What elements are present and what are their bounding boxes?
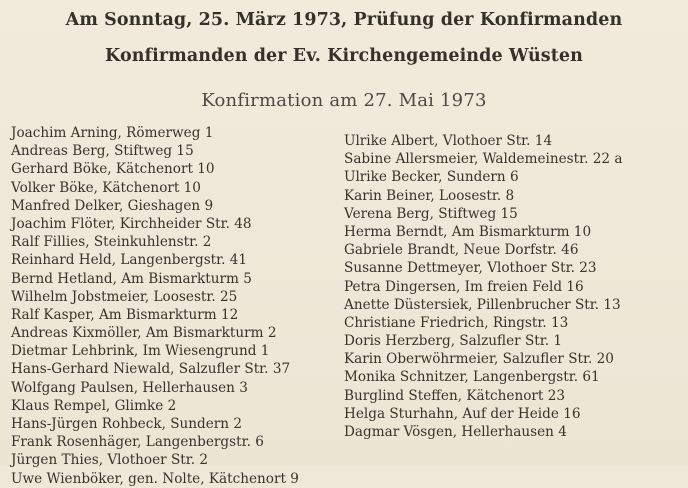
list-item: Ulrike Albert, Vlothoer Str. 14	[344, 133, 553, 149]
list-item: Monika Schnitzer, Langenbergstr. 61	[344, 369, 600, 386]
list-item: Christiane Friedrich, Ringstr. 13	[344, 314, 569, 331]
list-item: Joachim Arning, Römerweg 1	[11, 125, 214, 141]
list-item: Manfred Delker, Gieshagen 9	[11, 197, 214, 214]
list-item: Doris Herzberg, Salzufler Str. 1	[344, 333, 563, 350]
list-item: Wolfgang Paulsen, Hellerhausen 3	[11, 379, 248, 396]
confirmation-date-heading: Konfirmation am 27. Mai 1973	[201, 90, 487, 111]
list-item: Frank Rosenhäger, Langenbergstr. 6	[11, 434, 264, 451]
list-item: Reinhard Held, Langenbergstr. 41	[11, 252, 248, 269]
document-subtitle-congregation: Konfirmanden der Ev. Kirchengemeinde Wüsten	[105, 46, 583, 66]
list-item: Ralf Kasper, Am Bismarkturm 12	[11, 306, 239, 323]
list-item: Jürgen Thies, Vlothoer Str. 2	[11, 452, 209, 469]
list-item: Ulrike Becker, Sundern 6	[344, 169, 519, 186]
list-item: Bernd Hetland, Am Bismarkturm 5	[11, 270, 252, 287]
list-item: Verena Berg, Stiftweg 15	[344, 205, 518, 222]
list-item: Gabriele Brandt, Neue Dorfstr. 46	[344, 242, 579, 259]
list-item: Hans-Gerhard Niewald, Salzufler Str. 37	[11, 361, 291, 378]
list-item: Dagmar Vösgen, Hellerhausen 4	[344, 424, 567, 440]
list-item: Gerhard Böke, Kätchenort 10	[11, 161, 215, 178]
list-item: Anette Düstersiek, Pillenbrucher Str. 13	[344, 296, 621, 313]
list-item: Herma Berndt, Am Bismarkturm 10	[344, 223, 592, 240]
list-item: Petra Dingersen, Im freien Feld 16	[344, 278, 584, 295]
list-item: Susanne Dettmeyer, Vlothoer Str. 23	[344, 260, 597, 277]
list-item: Joachim Flöter, Kirchheider Str. 48	[11, 215, 252, 232]
list-item: Ralf Fillies, Steinkuhlenstr. 2	[11, 234, 212, 251]
confirmand-list-right	[344, 132, 622, 441]
list-item: Wilhelm Jobstmeier, Loosestr. 25	[11, 288, 238, 305]
list-item: Karin Oberwöhrmeier, Salzufler Str. 20	[344, 351, 614, 368]
list-item: Dietmar Lehbrink, Im Wiesengrund 1	[11, 343, 270, 360]
list-item: Hans-Jürgen Rohbeck, Sundern 2	[11, 416, 243, 432]
list-item: Volker Böke, Kätchenort 10	[11, 179, 201, 196]
list-item: Sabine Allersmeier, Waldemeinestr. 22 a	[344, 151, 623, 168]
document-title: Am Sonntag, 25. März 1973, Prüfung der Konfirmanden	[65, 10, 623, 30]
list-item: Karin Beiner, Loosestr. 8	[344, 187, 515, 204]
list-item: Burglind Steffen, Kätchenort 23	[344, 387, 565, 404]
list-item: Andreas Berg, Stiftweg 15	[11, 143, 194, 160]
list-item: Andreas Kixmöller, Am Bismarkturm 2	[11, 325, 277, 342]
list-item: Helga Sturhahn, Auf der Heide 16	[344, 405, 581, 422]
list-item: Klaus Rempel, Glimke 2	[11, 397, 177, 414]
list-item: Uwe Wienböker, gen. Nolte, Kätchenort 9	[11, 470, 299, 487]
confirmand-list-left	[11, 124, 299, 488]
